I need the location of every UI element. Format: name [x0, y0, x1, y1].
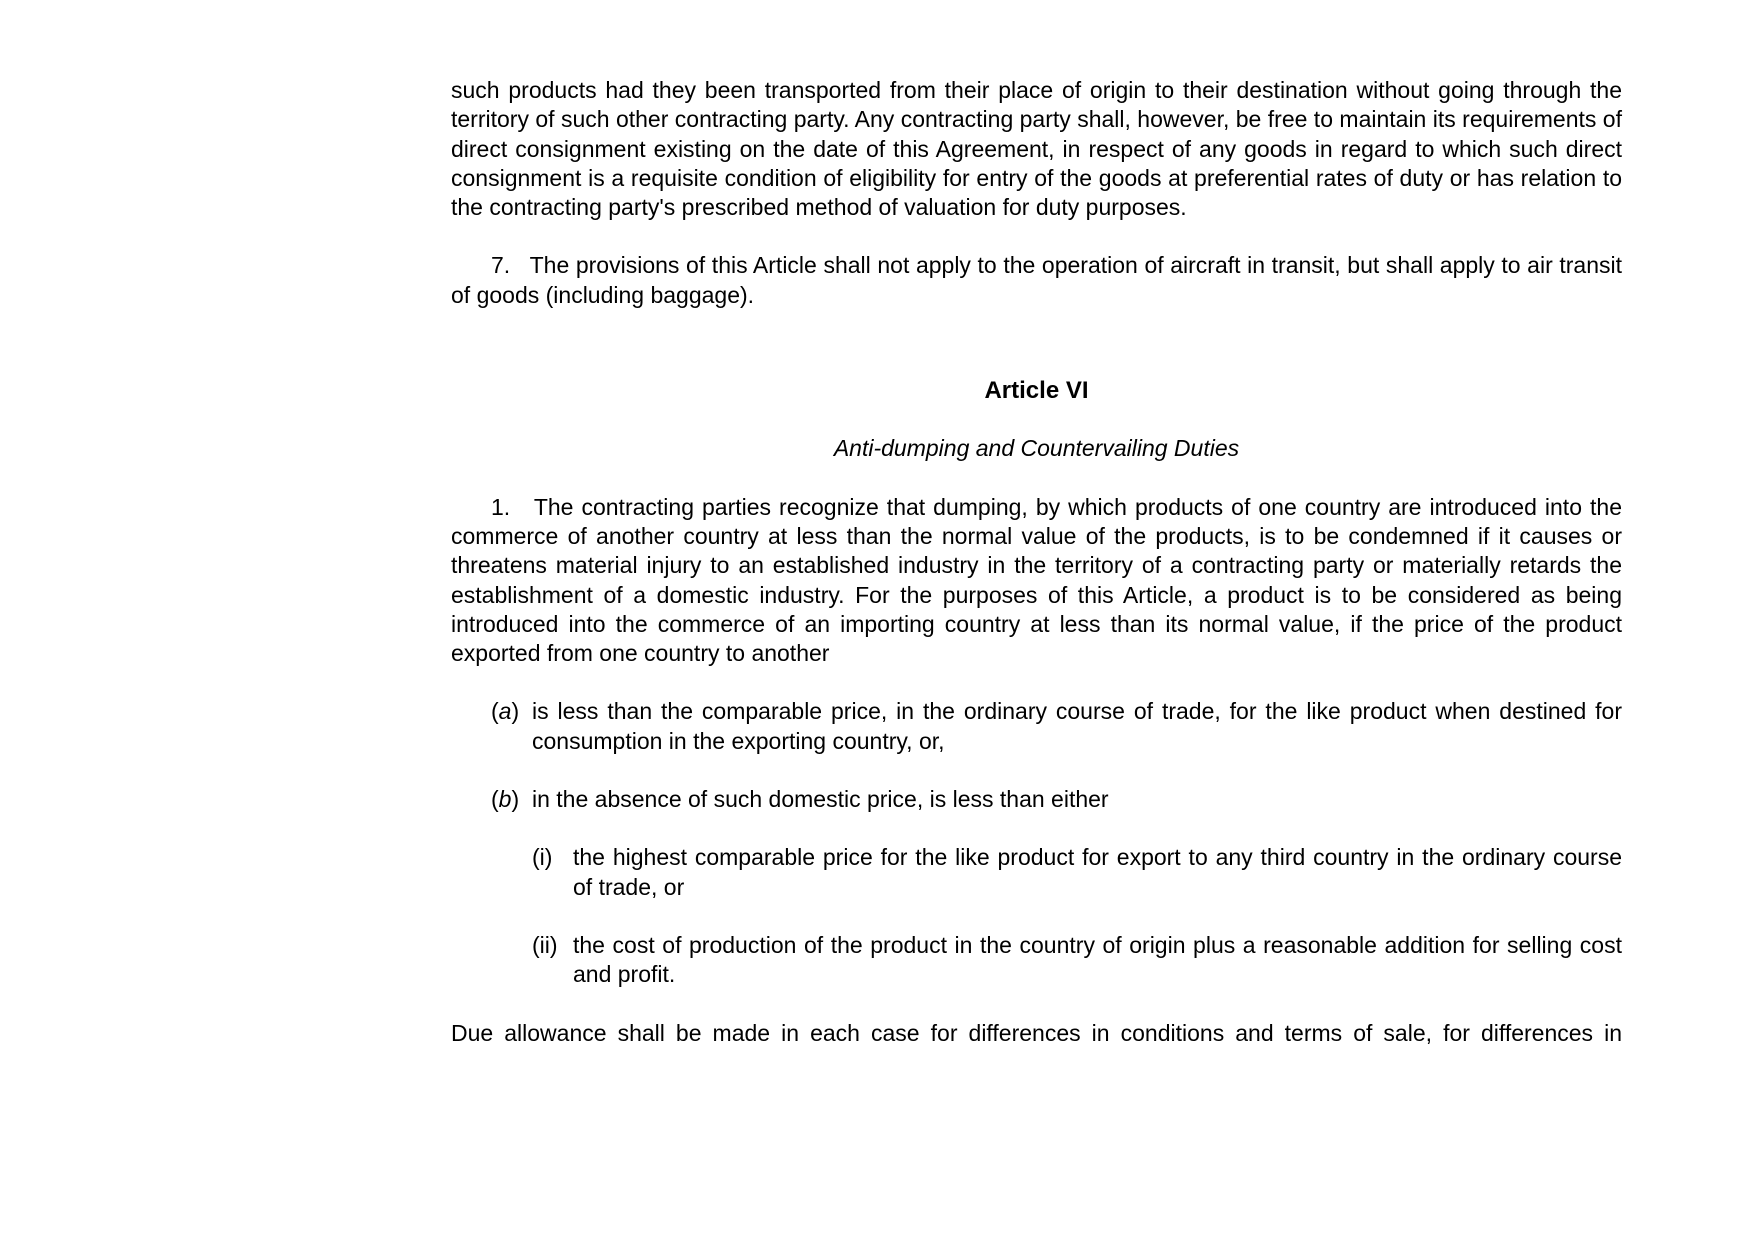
paragraph-7-number: 7. — [491, 252, 511, 279]
closing-line: Due allowance shall be made in each case for differences in conditions and terms of sale, for differences in — [451, 1019, 1622, 1046]
sub-item-ii-text: the cost of production of the product in the country of origin plus a reasonable addition for selling cost and profit. — [573, 931, 1622, 988]
paragraph-7-text: The provisions of this Article shall not apply to the operation of aircraft in transit, but shall apply to air transit of goods (including baggage). — [451, 252, 1622, 308]
paragraph-7 — [451, 251, 1622, 310]
spacer — [451, 814, 1622, 843]
spacer — [451, 368, 1622, 376]
list-item-b — [451, 785, 1622, 814]
spacer — [451, 310, 1622, 368]
article-title: Article VI — [984, 377, 1089, 405]
document-page — [451, 76, 1622, 1048]
spacer — [451, 222, 1622, 251]
spacer — [451, 902, 1622, 931]
sub-item-i — [451, 843, 1622, 902]
spacer — [451, 464, 1622, 493]
spacer — [451, 668, 1622, 697]
sub-item-i-text: the highest comparable price for the like product for export to any third country in the ordinary course of trade, or — [573, 844, 1622, 900]
sub-item-ii — [451, 931, 1622, 990]
sub-item-ii-label: (ii) — [532, 931, 558, 958]
list-item-a — [451, 697, 1622, 756]
list-item-a-label: (a) — [491, 698, 520, 725]
paragraph-1 — [451, 493, 1622, 669]
paragraph-1-number: 1. — [491, 493, 511, 520]
list-item-b-text: in the absence of such domestic price, is less than either — [532, 786, 1109, 813]
list-item-a-text: is less than the comparable price, in the ordinary course of trade, for the like product when destined for consumption in the exporting country, or, — [532, 698, 1622, 754]
spacer — [451, 756, 1622, 785]
spacer — [451, 990, 1622, 1019]
continuation-paragraph: such products had they been transported from their place of origin to their destination without going through the territory of such other contracting party. Any contracting party shall, however, be free to maintain its requirements of direct consignment existing on the date of this Agreement, in respect of any goods in regard to which such direct consignment is a requisite condition of eligibility for entry of the goods at preferential rates of duty or has relation to the contracting party's prescribed method of valuation for duty purposes. — [451, 77, 1622, 221]
list-item-b-label: (b) — [491, 786, 520, 813]
spacer — [451, 405, 1622, 434]
sub-item-i-label: (i) — [532, 844, 553, 871]
article-subtitle: Anti-dumping and Countervailing Duties — [833, 435, 1240, 462]
paragraph-1-text: The contracting parties recognize that dumping, by which products of one country are introduced into the commerce of another country at less than the normal value of the products, is to be condemned if it causes or threatens material injury to an established industry in the territory of a contracting party or materially retards the establishment of a domestic industry. For the purposes of this Article, a product is to be considered as being introduced into the commerce of an importing country at less than its normal value, if the price of the product exported from one country to another — [451, 493, 1622, 667]
